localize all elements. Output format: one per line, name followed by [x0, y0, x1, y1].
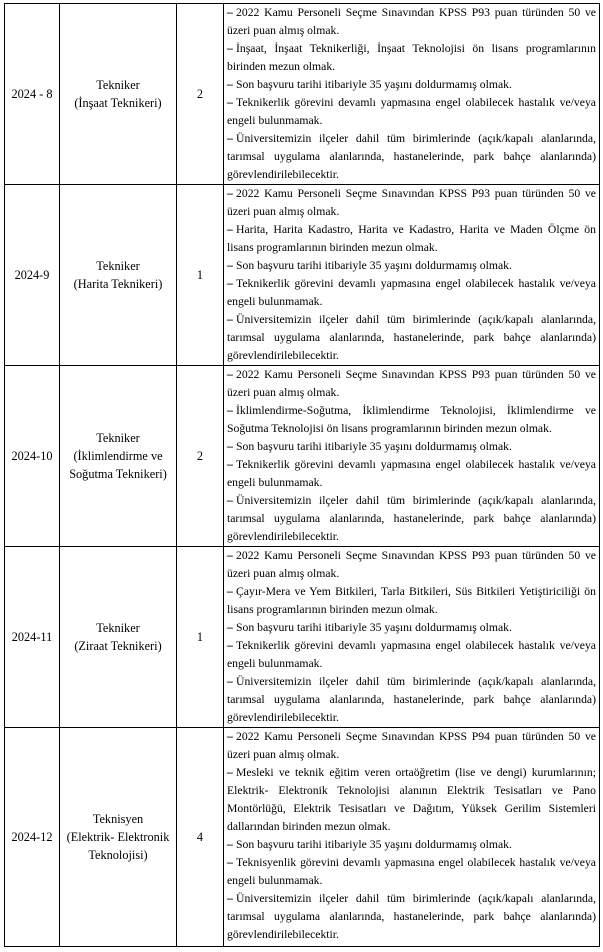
- position-code: 2024-9: [5, 185, 60, 366]
- bullet: –: [227, 766, 233, 779]
- title-line: (İnşaat Teknikeri): [74, 96, 162, 110]
- position-code: 2024-12: [5, 728, 60, 947]
- title-line: Tekniker: [96, 431, 140, 445]
- bullet: –: [227, 892, 233, 905]
- requirement-text: 2022 Kamu Personeli Seçme Sınavından KPSS P94 puan türünden 50 ve üzeri puan almış olmak.: [227, 730, 596, 761]
- requirement-item: [227, 619, 596, 637]
- position-code: 2024 - 8: [5, 4, 60, 185]
- title-line: (Elektrik- Elektronik: [66, 830, 170, 844]
- requirement-item: [227, 40, 596, 76]
- bullet: –: [227, 259, 233, 272]
- bullet: –: [227, 187, 233, 200]
- bullet: –: [227, 675, 233, 688]
- requirement-item: [227, 130, 596, 184]
- requirement-item: [227, 456, 596, 492]
- position-row: [5, 185, 600, 366]
- position-count: 2: [177, 4, 224, 185]
- bullet: –: [227, 621, 233, 634]
- requirement-text: 2022 Kamu Personeli Seçme Sınavından KPSS P93 puan türünden 50 ve üzeri puan almış olmak.: [227, 368, 596, 399]
- bullet: –: [227, 96, 233, 109]
- position-code: 2024-10: [5, 366, 60, 547]
- requirement-text: Teknikerlik görevini devamlı yapmasına engel olabilecek hastalık ve/veya engeli bulunmamak.: [227, 96, 596, 127]
- requirement-text: 2022 Kamu Personeli Seçme Sınavından KPSS P93 puan türünden 50 ve üzeri puan almış olmak.: [227, 187, 596, 218]
- position-row: [5, 728, 600, 947]
- requirement-item: [227, 728, 596, 764]
- position-row: [5, 366, 600, 547]
- bullet: –: [227, 585, 233, 598]
- requirements-cell: [224, 4, 600, 185]
- position-count: 2: [177, 366, 224, 547]
- bullet: –: [227, 838, 233, 851]
- position-row: [5, 547, 600, 728]
- bullet: –: [227, 277, 233, 290]
- requirement-text: İklimlendirme-Soğutma, İklimlendirme Teknolojisi, İklimlendirme ve Soğutma Teknolojisi ön lisans programlarının birinden mezun olmak.: [227, 404, 596, 435]
- requirement-item: [227, 492, 596, 546]
- requirement-item: [227, 366, 596, 402]
- requirement-item: [227, 221, 596, 257]
- requirement-text: Teknikerlik görevini devamlı yapmasına engel olabilecek hastalık ve/veya engeli bulunmamak.: [227, 277, 596, 308]
- position-title: [60, 366, 177, 547]
- position-count: 1: [177, 547, 224, 728]
- position-title: [60, 728, 177, 947]
- bullet: –: [227, 223, 233, 236]
- bullet: –: [227, 404, 233, 417]
- requirement-text: Son başvuru tarihi itibariyle 35 yaşını doldurmamış olmak.: [236, 621, 512, 634]
- requirement-item: [227, 275, 596, 311]
- requirements-cell: [224, 185, 600, 366]
- requirement-text: Üniversitemizin ilçeler dahil tüm birimlerinde (açık/kapalı alanlarında, tarımsal uygulama alanlarında, hastanelerinde, park bahçe alanlarında) görevlendirilebilecektir.: [227, 313, 596, 362]
- requirement-item: [227, 4, 596, 40]
- bullet: –: [227, 42, 233, 55]
- requirement-text: 2022 Kamu Personeli Seçme Sınavından KPSS P93 puan türünden 50 ve üzeri puan almış olmak.: [227, 6, 596, 37]
- title-line: Soğutma Teknikeri): [69, 467, 167, 481]
- requirement-item: [227, 547, 596, 583]
- requirement-text: Son başvuru tarihi itibariyle 35 yaşını doldurmamış olmak.: [236, 259, 512, 272]
- requirement-item: [227, 836, 596, 854]
- bullet: –: [227, 639, 233, 652]
- bullet: –: [227, 313, 233, 326]
- requirement-text: Teknikerlik görevini devamlı yapmasına engel olabilecek hastalık ve/veya engeli bulunmamak.: [227, 639, 596, 670]
- requirement-text: 2022 Kamu Personeli Seçme Sınavından KPSS P93 puan türünden 50 ve üzeri puan almış olmak.: [227, 549, 596, 580]
- bullet: –: [227, 6, 233, 19]
- requirements-cell: [224, 547, 600, 728]
- position-code: 2024-11: [5, 547, 60, 728]
- title-line: Tekniker: [96, 259, 140, 273]
- title-line: (İklimlendirme ve: [73, 449, 163, 463]
- bullet: –: [227, 549, 233, 562]
- bullet: –: [227, 730, 233, 743]
- requirement-item: [227, 94, 596, 130]
- requirement-item: [227, 854, 596, 890]
- position-title: [60, 4, 177, 185]
- requirement-item: [227, 185, 596, 221]
- requirement-text: Mesleki ve teknik eğitim veren ortaöğretim (lise ve dengi) kurumlarının; Elektrik- Elektronik Teknolojisi alanının Elektrik Tesisatları ve Pano Montörlüğü, Elektrik Tesisatları ve Dağıtım, Yüksek Gerilim Sistemleri dallarından birinden mezun olmak.: [227, 766, 596, 833]
- title-line: Tekniker: [96, 78, 140, 92]
- requirement-item: [227, 764, 596, 836]
- requirements-cell: [224, 728, 600, 947]
- position-count: 4: [177, 728, 224, 947]
- requirement-text: İnşaat, İnşaat Teknikerliği, İnşaat Teknolojisi ön lisans programlarının birinden mezun olmak.: [227, 42, 596, 73]
- position-count: 1: [177, 185, 224, 366]
- title-line: (Ziraat Teknikeri): [74, 639, 162, 653]
- title-line: Teknolojisi): [88, 848, 148, 862]
- requirement-item: [227, 402, 596, 438]
- requirement-text: Üniversitemizin ilçeler dahil tüm birimlerinde (açık/kapalı alanlarında, tarımsal uygulama alanlarında, hastanelerinde, park bahçe alanlarında) görevlendirilebilecektir.: [227, 132, 596, 181]
- requirements-cell: [224, 366, 600, 547]
- requirement-text: Teknisyenlik görevini devamlı yapmasına engel olabilecek hastalık ve/veya engeli bulunmamak.: [227, 856, 596, 887]
- bullet: –: [227, 458, 233, 471]
- position-title: [60, 185, 177, 366]
- requirement-text: Üniversitemizin ilçeler dahil tüm birimlerinde (açık/kapalı alanlarında, tarımsal uygulama alanlarında, hastanelerinde, park bahçe alanlarında) görevlendirilebilecektir.: [227, 892, 596, 941]
- position-title: [60, 547, 177, 728]
- bullet: –: [227, 856, 233, 869]
- requirement-item: [227, 438, 596, 456]
- bullet: –: [227, 78, 233, 91]
- bullet: –: [227, 440, 233, 453]
- requirement-text: Üniversitemizin ilçeler dahil tüm birimlerinde (açık/kapalı alanlarında, tarımsal uygulama alanlarında, hastanelerinde, park bahçe alanlarında) görevlendirilebilecektir.: [227, 675, 596, 724]
- bullet: –: [227, 494, 233, 507]
- requirement-text: Teknikerlik görevini devamlı yapmasına engel olabilecek hastalık ve/veya engeli bulunmamak.: [227, 458, 596, 489]
- requirement-text: Harita, Harita Kadastro, Harita ve Kadastro, Harita ve Maden Ölçme ön lisans programlarının birinden mezun olmak.: [227, 223, 596, 254]
- requirement-text: Son başvuru tarihi itibariyle 35 yaşını doldurmamış olmak.: [236, 78, 512, 91]
- positions-table: [4, 3, 600, 947]
- title-line: Tekniker: [96, 621, 140, 635]
- bullet: –: [227, 368, 233, 381]
- requirement-item: [227, 311, 596, 365]
- requirement-item: [227, 673, 596, 727]
- requirement-item: [227, 890, 596, 944]
- requirement-text: Son başvuru tarihi itibariyle 35 yaşını doldurmamış olmak.: [236, 440, 512, 453]
- position-row: [5, 4, 600, 185]
- requirement-item: [227, 583, 596, 619]
- bullet: –: [227, 132, 233, 145]
- requirement-text: Son başvuru tarihi itibariyle 35 yaşını doldurmamış olmak.: [236, 838, 512, 851]
- title-line: Teknisyen: [92, 812, 144, 826]
- requirement-text: Çayır-Mera ve Yem Bitkileri, Tarla Bitkileri, Süs Bitkileri Yetiştiriciliği ön lisans programlarının birinden mezun olmak.: [227, 585, 596, 616]
- requirement-text: Üniversitemizin ilçeler dahil tüm birimlerinde (açık/kapalı alanlarında, tarımsal uygulama alanlarında, hastanelerinde, park bahçe alanlarında) görevlendirilebilecektir.: [227, 494, 596, 543]
- requirement-item: [227, 257, 596, 275]
- requirement-item: [227, 637, 596, 673]
- requirement-item: [227, 76, 596, 94]
- title-line: (Harita Teknikeri): [73, 277, 163, 291]
